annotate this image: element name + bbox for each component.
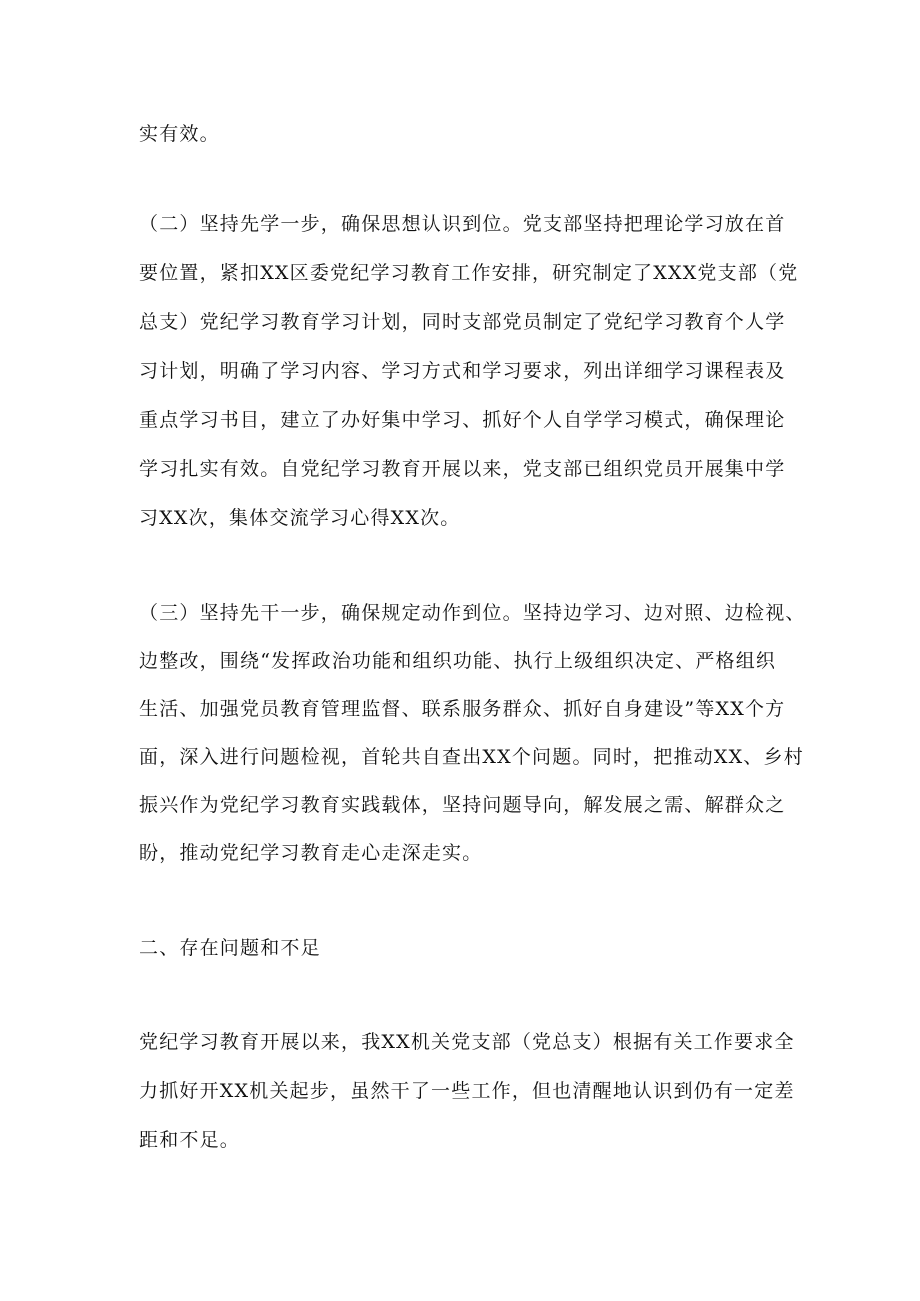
paragraph-line: 党纪学习教育开展以来，我XX机关党支部（党总支）根据有关工作要求全 (139, 1031, 795, 1053)
paragraph-line: 距和不足。 (139, 1129, 241, 1151)
section-heading: 二、存在问题和不足 (139, 937, 321, 959)
paragraph-line: 总支）党纪学习教育学习计划，同时支部党员制定了党纪学习教育个人学 (139, 311, 786, 333)
paragraph-line: 习XX次，集体交流学习心得XX次。 (139, 507, 461, 529)
paragraph-line: 习计划，明确了学习内容、学习方式和学习要求，列出详细学习课程表及 (139, 360, 786, 382)
paragraph-line: 振兴作为党纪学习教育实践载体，坚持问题导向，解发展之需、解群众之 (139, 794, 786, 816)
paragraph-line: 要位置，紧扣XX区委党纪学习教育工作安排，研究制定了XXX党支部（党 (139, 262, 799, 284)
paragraph-line: 生活、加强党员教育管理监督、联系服务群众、抓好自身建设”等XX个方 (139, 698, 786, 720)
paragraph-line: 盼，推动党纪学习教育走心走深走实。 (139, 842, 483, 864)
paragraph-line: 边整改，围绕“发挥政治功能和组织功能、执行上级组织决定、严格组织 (139, 650, 777, 672)
paragraph-line: （三）坚持先干一步，确保规定动作到位。坚持边学习、边对照、边检视、 (139, 602, 806, 624)
paragraph-line: 面，深入进行问题检视，首轮共自查出XX个问题。同时，把推动XX、乡村 (139, 746, 804, 768)
paragraph-line: （二）坚持先学一步，确保思想认识到位。党支部坚持把理论学习放在首 (139, 213, 786, 235)
paragraph-line: 力抓好开XX机关起步，虽然干了一些工作，但也清醒地认识到仍有一定差 (139, 1080, 795, 1102)
paragraph-line: 学习扎实有效。自党纪学习教育开展以来，党支部已组织党员开展集中学 (139, 458, 786, 480)
paragraph-line: 重点学习书目，建立了办好集中学习、抓好个人自学学习模式，确保理论 (139, 409, 786, 431)
paragraph-line: 实有效。 (139, 123, 220, 145)
